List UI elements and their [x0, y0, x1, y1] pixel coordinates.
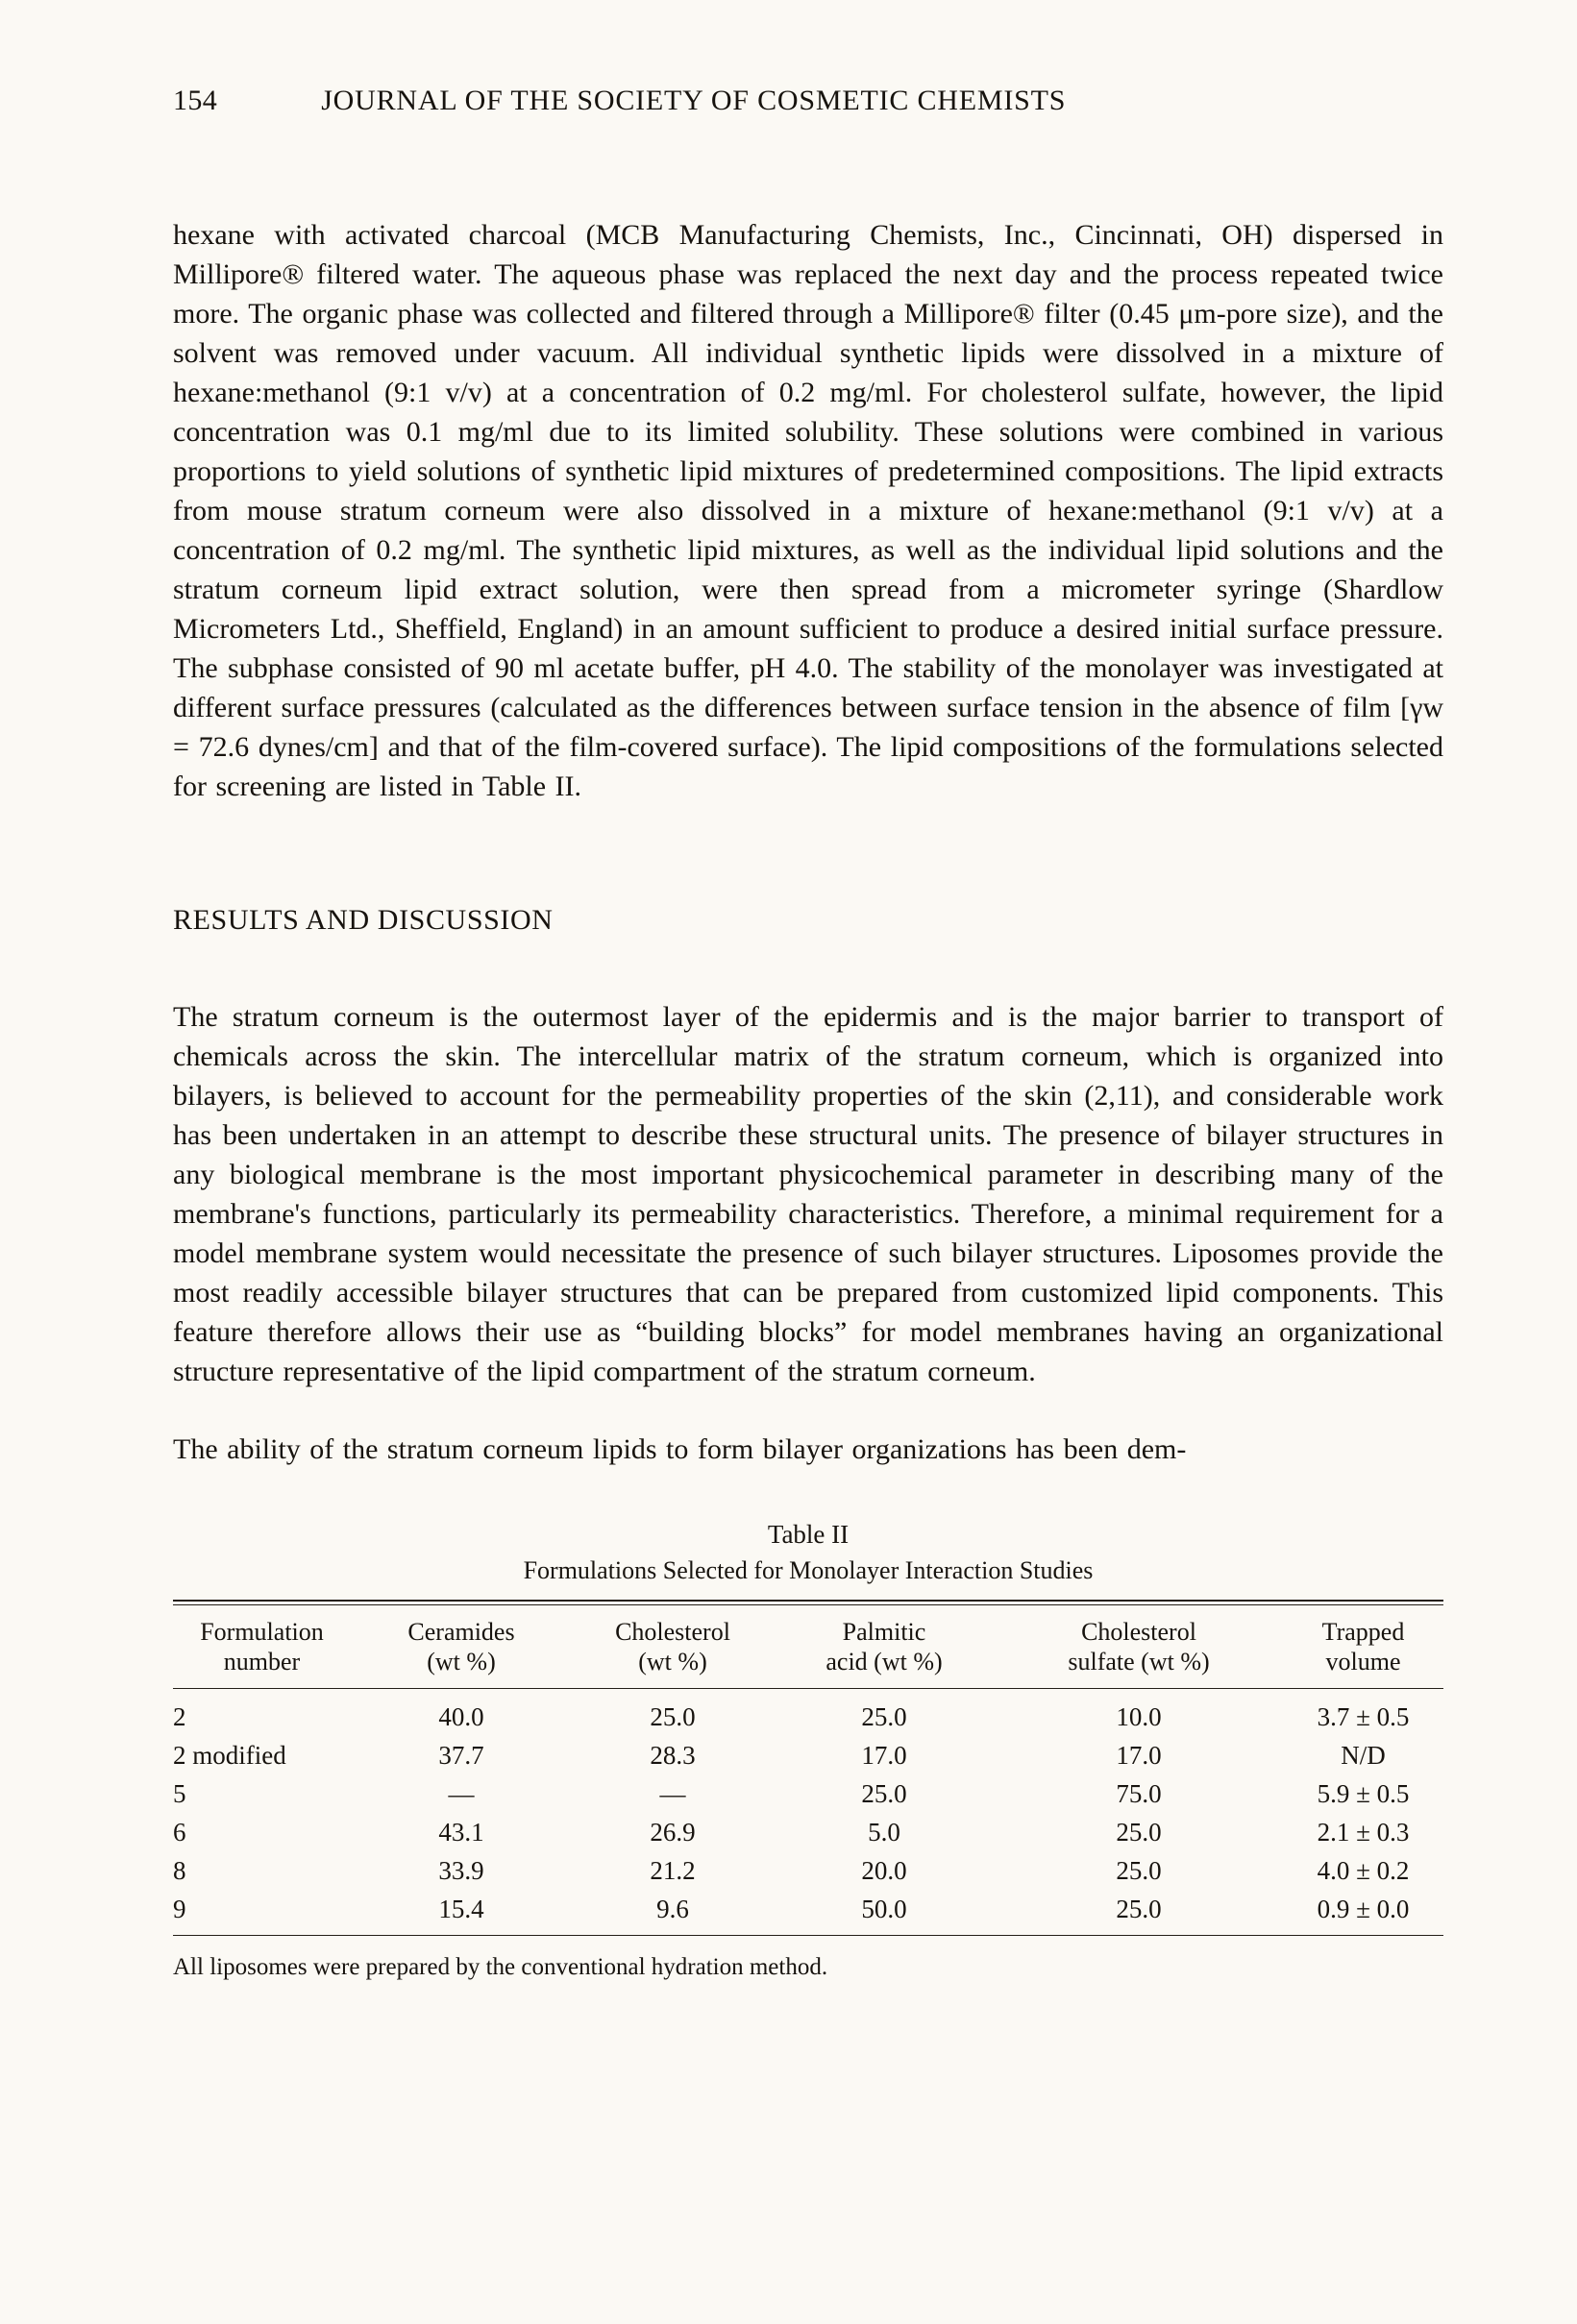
- table-cell: 33.9: [438, 1856, 484, 1885]
- table-cell: 25.0: [650, 1702, 696, 1731]
- column-header: Ceramides (wt %): [351, 1607, 572, 1689]
- table-cell: 4.0 ± 0.2: [1317, 1856, 1410, 1885]
- table-cell: 9: [173, 1890, 351, 1936]
- table-row: [173, 1813, 1443, 1851]
- table-header-row: [173, 1607, 1443, 1689]
- formulations-table: [173, 1607, 1443, 1936]
- table-cell: 26.9: [650, 1818, 696, 1847]
- table-cell: 43.1: [438, 1818, 484, 1847]
- table-cell: 2 modified: [173, 1741, 286, 1770]
- paragraph-discussion-2: The ability of the stratum corneum lipids to form bilayer organizations has been dem-: [173, 1433, 1187, 1465]
- table-title: Table II: [767, 1520, 850, 1549]
- table-cell: 0.9 ± 0.0: [1283, 1890, 1443, 1936]
- table-cell: 25.0: [861, 1779, 907, 1808]
- table-cell: —: [659, 1779, 686, 1808]
- column-header: Trapped volume: [1283, 1607, 1443, 1689]
- table-cell: 25.0: [861, 1702, 907, 1731]
- table-cell: 17.0: [1116, 1741, 1162, 1770]
- table-row: [173, 1689, 1443, 1737]
- table-cell: 2.1 ± 0.3: [1317, 1818, 1410, 1847]
- table-cell: 5.9 ± 0.5: [1317, 1779, 1410, 1808]
- paragraph-methods: hexane with activated charcoal (MCB Manufacturing Chemists, Inc., Cincinnati, OH) dispersed in Millipore® filtered water. The aqueous phase was replaced the next day and the process repeated twice more. The organic phase was collected and filtered through a Millipore® filter (0.45 μm-pore size), and the solvent was removed under vacuum. All individual synthetic lipids were dissolved in a mixture of hexane:methanol (9:1 v/v) at a concentration of 0.2 mg/ml. For cholesterol sulfate, however, the lipid concentration was 0.1 mg/ml due to its limited solubility. These solutions were combined in various proportions to yield solutions of synthetic lipid mixtures of predetermined compositions. The lipid extracts from mouse stratum corneum were also dissolved in a mixture of hexane:methanol (9:1 v/v) at a concentration of 0.2 mg/ml. The synthetic lipid mixtures, as well as the individual lipid solutions and the stratum corneum lipid extract solution, were then spread from a micrometer syringe (Shardlow Micrometers Ltd., Sheffield, England) in an amount sufficient to produce a desired initial surface pressure. The subphase consisted of 90 ml acetate buffer, pH 4.0. The stability of the monolayer was investigated at different surface pressures (calculated as the differences between surface tension in the absence of film [γw = 72.6 dynes/cm] and that of the film-covered surface). The lipid compositions of the formulations selected for screening are listed in Table II.: [173, 219, 1443, 802]
- table-cell: 2: [173, 1702, 186, 1731]
- page-number: 154: [173, 85, 218, 116]
- table-body: [173, 1689, 1443, 1936]
- column-header: Cholesterol sulfate (wt %): [995, 1607, 1283, 1689]
- table-footnote: All liposomes were prepared by the conventional hydration method.: [173, 1954, 828, 1980]
- table-cell: 37.7: [438, 1741, 484, 1770]
- running-head: [173, 85, 1443, 117]
- column-header: Cholesterol (wt %): [572, 1607, 774, 1689]
- table-cell: 9.6: [572, 1890, 774, 1936]
- table-cell: 8: [173, 1856, 186, 1885]
- table-cell: 25.0: [1116, 1818, 1162, 1847]
- table-cell: N/D: [1341, 1741, 1386, 1770]
- table-cell: 3.7 ± 0.5: [1317, 1702, 1410, 1731]
- table-subtitle: Formulations Selected for Monolayer Interaction Studies: [523, 1556, 1094, 1584]
- table-cell: 50.0: [774, 1890, 995, 1936]
- table-cell: 21.2: [650, 1856, 696, 1885]
- table-cell: 25.0: [995, 1890, 1283, 1936]
- table-cell: 10.0: [1116, 1702, 1162, 1731]
- table-row: [173, 1774, 1443, 1813]
- page-content: [173, 85, 1443, 1982]
- column-header: Palmitic acid (wt %): [774, 1607, 995, 1689]
- table-cell: 25.0: [1116, 1856, 1162, 1885]
- table-cell: 6: [173, 1818, 186, 1847]
- table-cell: 75.0: [1116, 1779, 1162, 1808]
- section-heading-results: RESULTS AND DISCUSSION: [173, 904, 554, 936]
- table-cell: 5: [173, 1779, 186, 1808]
- journal-title: JOURNAL OF THE SOCIETY OF COSMETIC CHEMISTS: [321, 85, 1067, 116]
- table-cell: 20.0: [861, 1856, 907, 1885]
- table-cell: 15.4: [351, 1890, 572, 1936]
- table-top-rule: [173, 1600, 1443, 1605]
- paragraph-discussion-1: The stratum corneum is the outermost layer of the epidermis and is the major barrier to transport of chemicals across the skin. The intercellular matrix of the stratum corneum, which is organized into bilayers, is believed to account for the permeability properties of the skin (2,11), and considerable work has been undertaken in an attempt to describe these structural units. The presence of bilayer structures in any biological membrane is the most important physicochemical parameter in describing many of the membrane's functions, particularly its permeability characteristics. Therefore, a minimal requirement for a model membrane system would necessitate the presence of such bilayer structures. Liposomes provide the most readily accessible bilayer structures that can be prepared from customized lipid components. This feature therefore allows their use as “building blocks” for model membranes having an organizational structure representative of the lipid compartment of the stratum corneum.: [173, 1001, 1443, 1387]
- table-row: [173, 1736, 1443, 1774]
- table-cell: 17.0: [861, 1741, 907, 1770]
- column-header: Formulation number: [173, 1607, 351, 1689]
- table-cell: —: [448, 1779, 475, 1808]
- table-row: [173, 1851, 1443, 1890]
- table-cell: 40.0: [438, 1702, 484, 1731]
- table-cell: 5.0: [868, 1818, 900, 1847]
- table-row: [173, 1890, 1443, 1936]
- table-cell: 28.3: [650, 1741, 696, 1770]
- table-block: [173, 1519, 1443, 1982]
